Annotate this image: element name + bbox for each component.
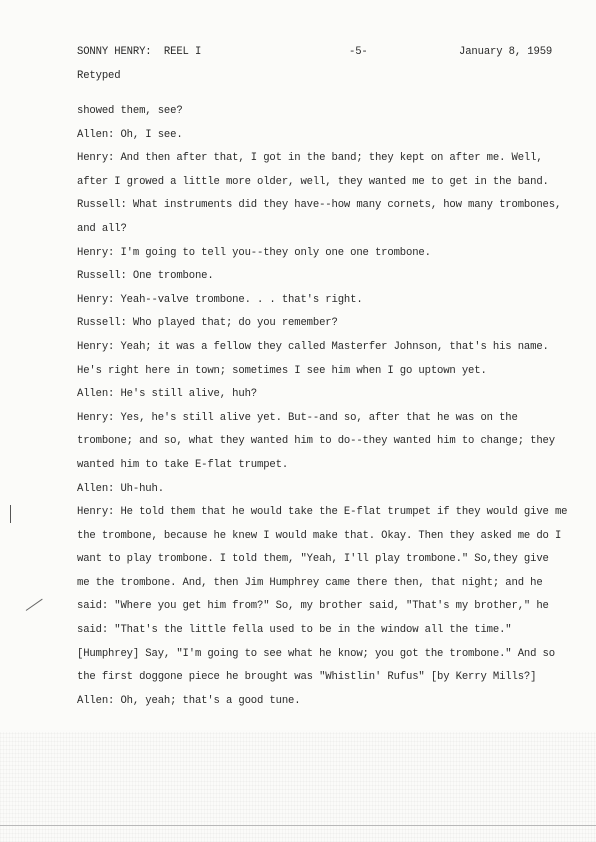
transcript-line: Henry: He told them that he would take the E-flat trumpet if they would give me [77,506,568,519]
header-reel-label: SONNY HENRY: REEL I [77,46,202,58]
transcript-line: He's right here in town; sometimes I see him when I go uptown yet. [77,364,487,377]
transcript-line: said: "Where you get him from?" So, my brother said, "That's my brother," he [77,600,549,613]
transcript-line: Allen: Oh, yeah; that's a good tune. [77,694,301,707]
transcript-line: Henry: Yeah--valve trombone. . . that's right. [77,293,363,306]
transcript-line: Russell: What instruments did they have--how many cornets, how many trombones, [77,199,562,212]
transcript-line: trombone; and so, what they wanted him to do--they wanted him to change; they [77,435,555,448]
page-bottom-edge [0,825,596,826]
transcript-line: and all? [77,222,127,235]
transcript-line: me the trombone. And, then Jim Humphrey came there then, that night; and he [77,576,543,589]
transcript-line: Allen: Oh, I see. [77,128,183,141]
transcript-line: Allen: He's still alive, huh? [77,388,258,401]
transcript-line: showed them, see? [77,105,183,117]
transcript-line: Russell: Who played that; do you remember? [77,317,338,330]
transcript-line: the first doggone piece he brought was "Whistlin' Rufus" [by Kerry Mills?] [77,671,537,684]
transcript-line: Henry: Yeah; it was a fellow they called Masterfer Johnson, that's his name. [77,340,549,353]
header-page-number: -5- [349,46,368,58]
transcript-line: [Humphrey] Say, "I'm going to see what he know; you got the trombone." And so [77,647,555,660]
transcript-line: the trombone, because he knew I would make that. Okay. Then they asked me do I [77,529,562,542]
transcript-line: Henry: Yes, he's still alive yet. But--and so, after that he was on the [77,411,518,424]
transcript-line: said: "That's the little fella used to be in the window all the time." [77,624,512,637]
transcript-line: Henry: And then after that, I got in the band; they kept on after me. Well, [77,152,543,165]
retyped-note: Retyped [77,70,121,82]
page-header [77,46,556,60]
transcript-line: Henry: I'm going to tell you--they only one one trombone. [77,246,431,259]
transcript-line: want to play trombone. I told them, "Yeah, I'll play trombone." So,they give [77,553,549,566]
transcript-line: wanted him to take E-flat trumpet. [77,458,289,471]
margin-check-mark [26,599,43,611]
margin-bar-mark [10,505,11,523]
transcript-body [77,104,568,717]
transcript-line: after I growed a little more older, well, they wanted me to get in the band. [77,175,549,188]
transcript-line: Allen: Uh-huh. [77,482,164,495]
transcript-line: Russell: One trombone. [77,270,214,283]
header-date: January 8, 1959 [459,46,553,58]
